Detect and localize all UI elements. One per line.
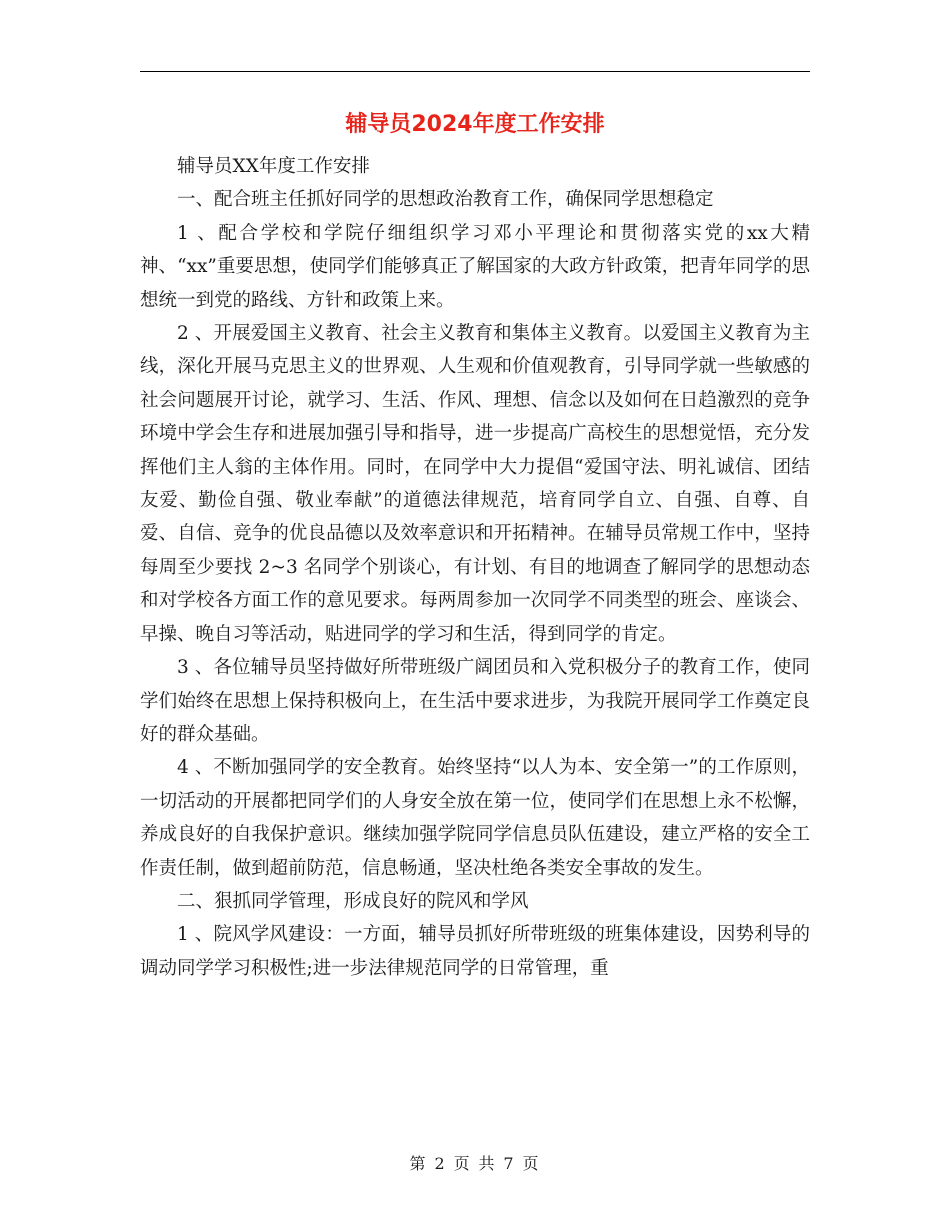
section-heading-2: 二、狠抓同学管理，形成良好的院风和学风 (177, 890, 529, 912)
paragraph-item-2: 2 、开展爱国主义教育、社会主义教育和集体主义教育。以爱国主义教育为主线，深化开展马克思主义的世界观、人生观和价值观教育，引导同学就一些敏感的社会问题展开讨论，就学习、生活、作风、理想、信念以及如何在日趋激烈的竞争环境中学会生存和进展加强引导和指导，进一步提高广高校生的思想觉悟，充分发挥他们主人翁的主体作用。同时，在同学中大力提倡“爱国守法、明礼诚信、团结友爱、勤俭自强、敬业奉献”的道德法律规范，培育同学自立、自强、自尊、自爱、自信、竞争的优良品德以及效率意识和开拓精神。在辅导员常规工作中，坚持 每周至少要找 2~3 名同学个别谈心，有计划、有目的地调查了解同学的思想动态和对学校各方面工作的意见要求。每两周参加一次同学不同类型的班会、座谈会、早操、晚自习等活动，贴进同学的学习和生活，得到同学的肯定。 (140, 323, 810, 645)
section-heading-1: 一、配合班主任抓好同学的思想政治教育工作，确保同学思想稳定 (177, 189, 714, 211)
paragraph-item-5: 1 、院风学风建设：一方面，辅导员抓好所带班级的班集体建设，因势利导的调动同学学习积极性;进一步法律规范同学的日常管理，重 (140, 924, 810, 979)
page-number: 第 2 页 共 7 页 (409, 1154, 541, 1173)
header-rule (140, 71, 810, 72)
paragraph-item-1: 1 、配合学校和学院仔细组织学习邓小平理论和贯彻落实党的xx大精神、“xx”重要思想，使同学们能够真正了解国家的大政方针政策，把青年同学的思想统一到党的路线、方针和政策上来。 (140, 222, 810, 311)
document-body (140, 150, 810, 985)
subtitle-paragraph: 辅导员XX年度工作安排 (177, 156, 370, 177)
paragraph-item-3: 3 、各位辅导员坚持做好所带班级广阔团员和入党积极分子的教育工作，使同学们始终在思想上保持积极向上，在生活中要求进步，为我院开展同学工作奠定良好的群众基础。 (140, 657, 810, 745)
document-title: 辅导员2024年度工作安排 (345, 112, 605, 137)
paragraph-item-4: 4 、不断加强同学的安全教育。始终坚持“以人为本、安全第一”的工作原则，一切活动的开展都把同学们的人身安全放在第一位，使同学们在思想上永不松懈，养成良好的自我保护意识。继续加强学院同学信息员队伍建设，建立严格的安全工作责任制，做到超前防范，信息畅通，坚决杜绝各类安全事故的发生。 (140, 757, 810, 879)
